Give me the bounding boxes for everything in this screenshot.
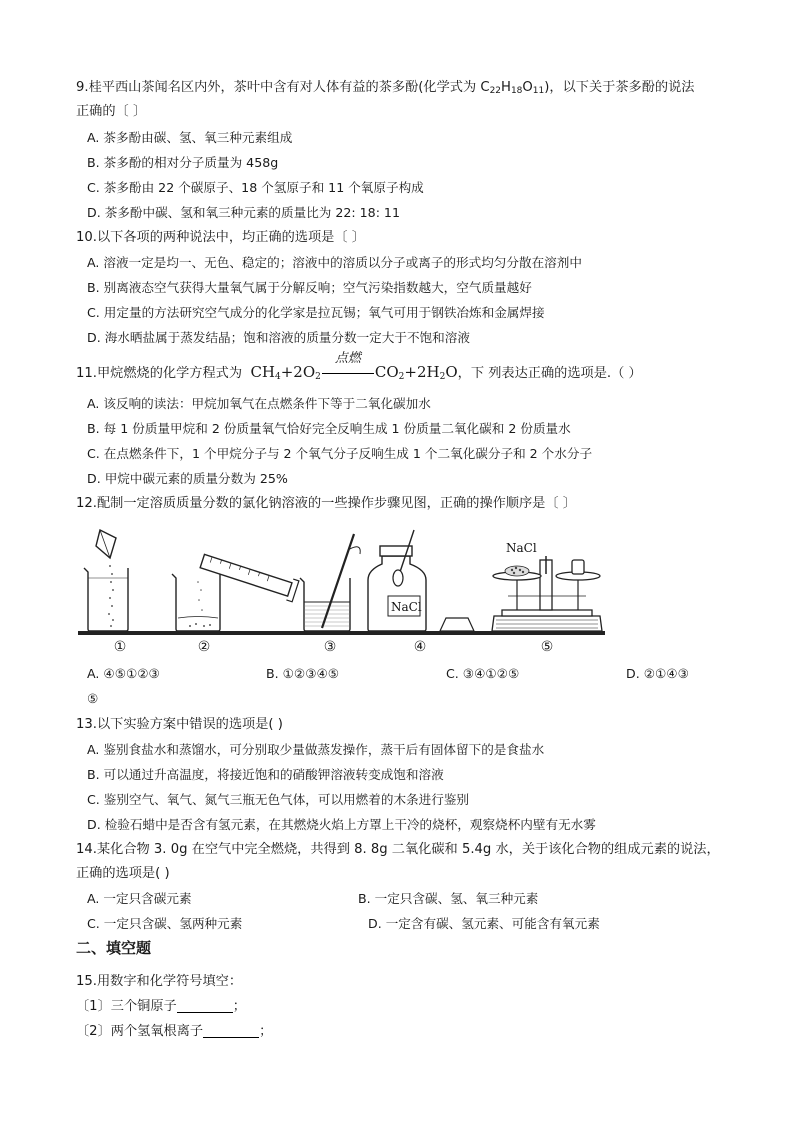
step3-dissolve-stir-icon <box>300 534 360 631</box>
step1-weigh-pour-icon <box>84 530 128 631</box>
step2-pour-water-icon <box>172 551 299 631</box>
q9-option-c: C. 茶多酚由 22 个碳原子、18 个氢原子和 11 个氧原子构成 <box>87 180 424 195</box>
q11-option-b: B. 每 1 份质量甲烷和 2 份质量氧气恰好完全反响生成 1 份质量二氧化碳和 2 份质量水 <box>87 421 571 436</box>
q11-option-d: D. 甲烷中碳元素的质量分数为 25% <box>87 471 288 486</box>
q12-option-c: C. ③④①②⑤ <box>446 666 520 681</box>
answer-blank-2[interactable] <box>203 1023 259 1038</box>
figure-label-5: ⑤ <box>540 639 554 655</box>
reaction-condition: 点燃 <box>322 362 374 382</box>
step5-balance-icon <box>492 556 602 631</box>
q9-option-b: B. 茶多酚的相对分子质量为 458g <box>87 155 279 170</box>
q9-stem-line1: 9.桂平西山茶闻名区内外，茶叶中含有对人体有益的茶多酚(化学式为 $C_{22}H_{18}O_{11}$)，以下关于茶多酚的说法 <box>76 80 695 96</box>
q11-option-c: C. 在点燃条件下，1 个甲烷分子与 2 个氧气分子反响生成 1 个二氧化碳分子和 2 个水分子 <box>87 446 593 461</box>
q12-stem: 12.配制一定溶质质量分数的氯化钠溶液的一些操作步骤见图，正确的操作顺序是〔 〕 <box>76 496 576 511</box>
q10-option-c: C. 用定量的方法研究空气成分的化学家是拉瓦锡；氧气可用于钢铁冶炼和金属焊接 <box>87 305 545 320</box>
figure-label-3: ③ <box>323 639 337 655</box>
q14-option-c: C. 一定只含碳、氢两种元素 <box>87 916 243 931</box>
q13-stem: 13.以下实验方案中错误的选项是( ) <box>76 717 283 732</box>
q15-item-2: 〔2〕两个氢氧根离子 ； <box>76 1024 273 1039</box>
q12-option-b: B. ①②③④⑤ <box>266 666 340 681</box>
q12-option-d-wrap: ⑤ <box>87 691 99 706</box>
methane-equation: $CH_4+2O_2$ 点燃 $CO_2+2H_2O$ <box>250 351 458 382</box>
figure-label-2: ② <box>197 639 211 655</box>
answer-blank-1[interactable] <box>177 998 233 1013</box>
q9-option-a: A. 茶多酚由碳、氢、氧三种元素组成 <box>87 130 293 145</box>
q14-stem-line1: 14.某化合物 3. 0g 在空气中完全燃烧，共得到 8. 8g 二氧化碳和 5.4g 水，关于该化合物的组成元素的说法， <box>76 842 720 857</box>
q9-stem-line2: 正确的〔 〕 <box>76 104 147 119</box>
q12-option-d: D. ②①④③ <box>626 666 689 681</box>
q13-option-d: D. 检验石蜡中是否含有氢元素，在其燃烧火焰上方罩上干冷的烧杯，观察烧杯内壁有无水雾 <box>87 817 596 832</box>
q14-option-b: B. 一定只含碳、氢、氧三种元素 <box>358 891 539 906</box>
figure-label-1: ① <box>113 639 127 655</box>
q10-option-d: D. 海水晒盐属于蒸发结晶；饱和溶液的质量分数一定大于不饱和溶液 <box>87 330 470 345</box>
q12-option-a: A. ④⑤①②③ <box>87 666 160 681</box>
q15-stem: 15.用数字和化学符号填空： <box>76 974 243 989</box>
q10-option-a: A. 溶液一定是均一、无色、稳定的；溶液中的溶质以分子或离子的形式均匀分散在溶剂中 <box>87 255 582 270</box>
q13-option-c: C. 鉴别空气、氧气、氮气三瓶无色气体，可以用燃着的木条进行鉴别 <box>87 792 470 807</box>
q14-option-d: D. 一定含有碳、氢元素、可能含有氧元素 <box>368 916 600 931</box>
q14-stem-line2: 正确的选项是( ) <box>76 866 170 881</box>
step4-nacl-bottle-icon <box>368 530 474 631</box>
figure-label-4: ④ <box>413 639 427 655</box>
q10-stem: 10.以下各项的两种说法中，均正确的选项是〔 〕 <box>76 230 365 245</box>
section-title: 二、填空题 <box>76 939 152 957</box>
q12-figure <box>70 520 610 640</box>
bottle-nacl-label: NaCl <box>391 600 422 614</box>
q13-option-b: B. 可以通过升高温度，将接近饱和的硝酸钾溶液转变成饱和溶液 <box>87 767 444 782</box>
q10-option-b: B. 别离液态空气获得大量氧气属于分解反响；空气污染指数越大，空气质量越好 <box>87 280 532 295</box>
q13-option-a: A. 鉴别食盐水和蒸馏水，可分别取少量做蒸发操作，蒸干后有固体留下的是食盐水 <box>87 742 545 757</box>
q9-option-d: D. 茶多酚中碳、氢和氧三种元素的质量比为 22: 18: 11 <box>87 205 400 220</box>
q11-option-a: A. 该反响的读法：甲烷加氧气在点燃条件下等于二氧化碳加水 <box>87 396 431 411</box>
q15-item-1: 〔1〕三个铜原子 ； <box>76 999 246 1014</box>
q14-option-a: A. 一定只含碳元素 <box>87 891 192 906</box>
balance-nacl-label: NaCl <box>506 541 537 555</box>
q11-stem: 11.甲烷燃烧的化学方程式为 $CH_4+2O_2$ 点燃 $CO_2+2H_2O$，下 列表达正确的选项是.（ ） <box>76 351 642 382</box>
